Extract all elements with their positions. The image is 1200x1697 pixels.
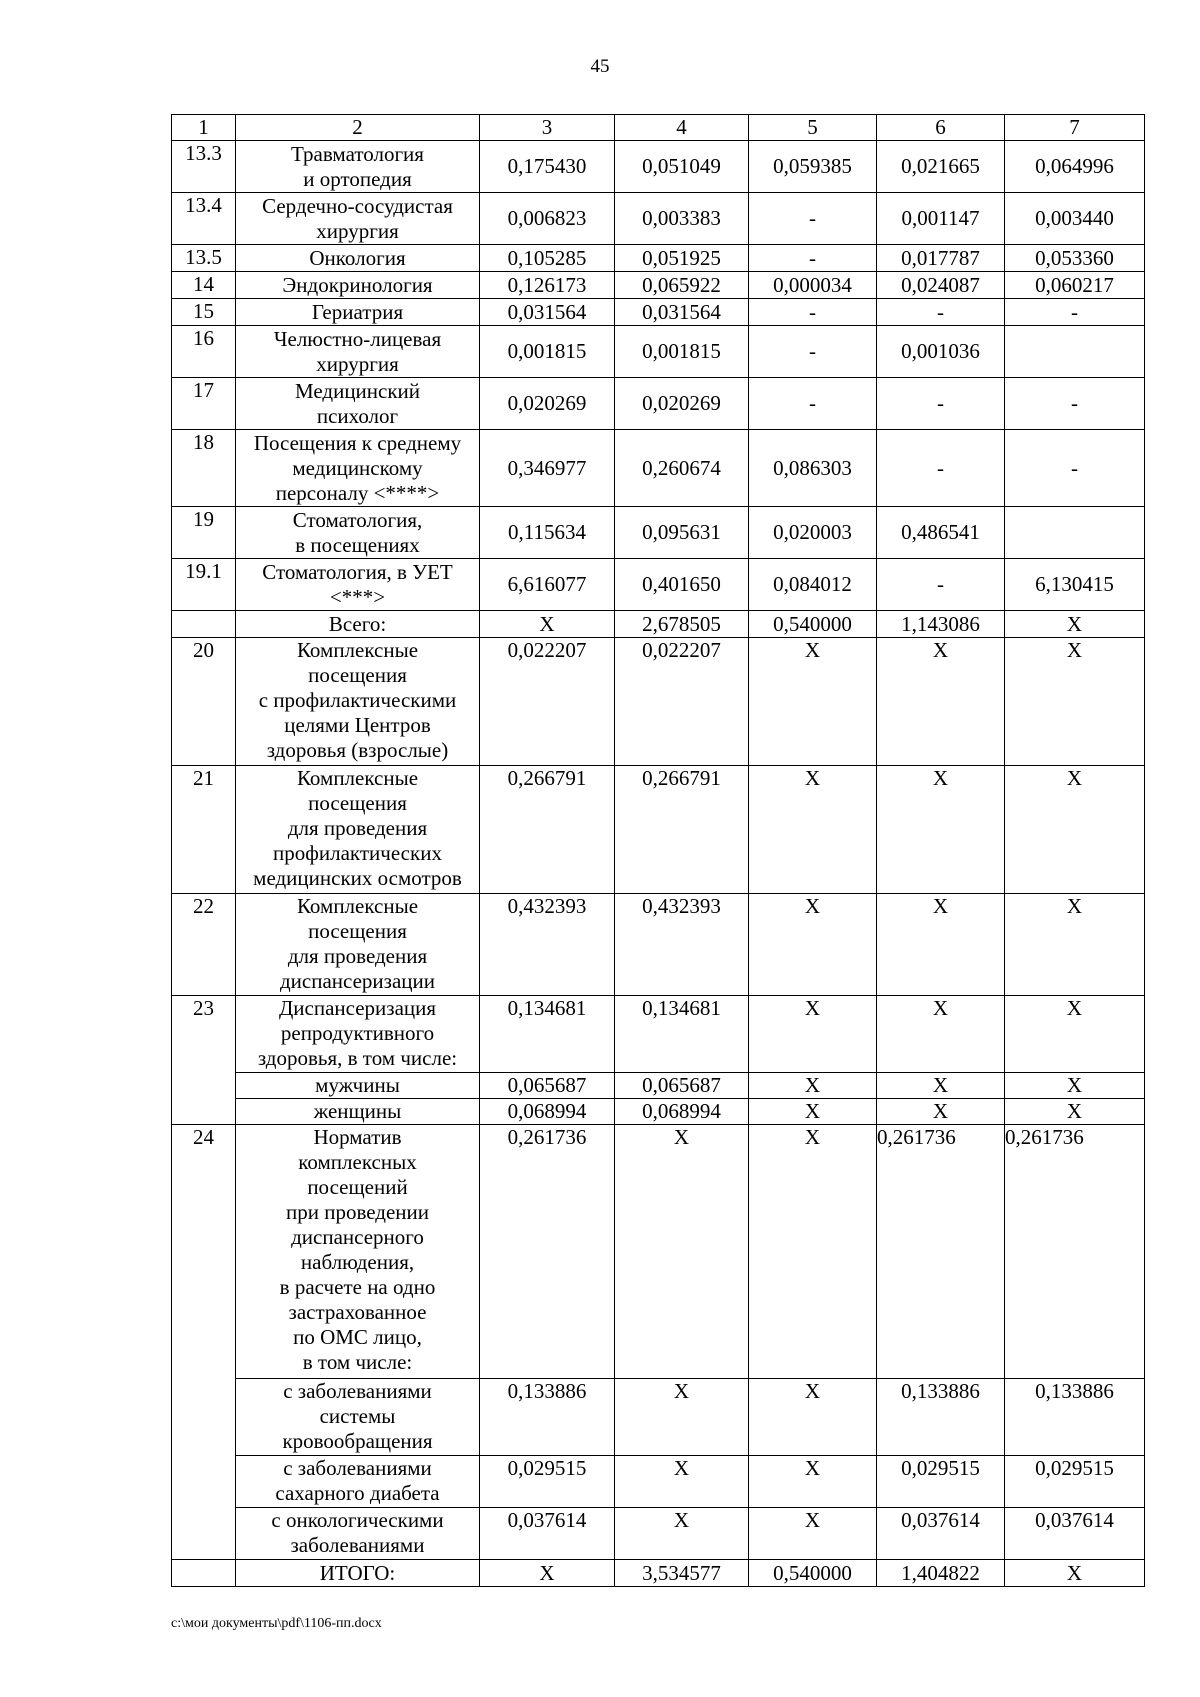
cell-col6: 0,261736 xyxy=(877,1125,1005,1379)
cell-col4: 0,065687 xyxy=(615,1073,749,1099)
row-label: с заболеваниями системы кровообращения xyxy=(236,1379,480,1456)
row-number: 13.3 xyxy=(172,141,236,193)
table-row xyxy=(172,326,1145,378)
row-number: 13.4 xyxy=(172,193,236,245)
cell-col7: 0,053360 xyxy=(1005,245,1145,272)
cell-col7: - xyxy=(1005,430,1145,507)
cell-col7: Х xyxy=(1005,894,1145,996)
table-row xyxy=(172,1379,1145,1456)
row-number: 23 xyxy=(172,996,236,1125)
cell-col5: Х xyxy=(749,894,877,996)
cell-col7: 0,037614 xyxy=(1005,1508,1145,1560)
cell-col7: 0,064996 xyxy=(1005,141,1145,193)
table-row xyxy=(172,1099,1145,1125)
row-label: Комплексные посещения с профилактическими целями Центров здоровья (взрослые) xyxy=(236,638,480,766)
row-number: 14 xyxy=(172,272,236,299)
row-label: Сердечно-сосудистая хирургия xyxy=(236,193,480,245)
footer-file-path: c:\мои документы\pdf\1106-пп.docx xyxy=(171,1616,382,1631)
cell-col5: 0,000034 xyxy=(749,272,877,299)
cell-col4: 2,678505 xyxy=(615,611,749,638)
cell-col4: 0,260674 xyxy=(615,430,749,507)
subtotal-row xyxy=(172,611,1145,638)
cell-col3: 0,134681 xyxy=(480,996,615,1073)
cell-col7: Х xyxy=(1005,1560,1145,1587)
cell-col3: 0,037614 xyxy=(480,1508,615,1560)
cell-col6: - xyxy=(877,430,1005,507)
row-number: 22 xyxy=(172,894,236,996)
cell-col4: 0,001815 xyxy=(615,326,749,378)
cell-col7: Х xyxy=(1005,638,1145,766)
cell-col6: - xyxy=(877,378,1005,430)
cell-col5: 0,059385 xyxy=(749,141,877,193)
cell-col5: Х xyxy=(749,1099,877,1125)
cell-col4: 0,134681 xyxy=(615,996,749,1073)
cell-col6: 1,143086 xyxy=(877,611,1005,638)
cell-col3: 0,261736 xyxy=(480,1125,615,1379)
cell-col3: 0,115634 xyxy=(480,507,615,559)
row-label: Диспансеризация репродуктивного здоровья, в том числе: xyxy=(236,996,480,1073)
row-number: 15 xyxy=(172,299,236,326)
row-number: 19 xyxy=(172,507,236,559)
header-cell: 1 xyxy=(172,115,236,141)
cell-col5: 0,084012 xyxy=(749,559,877,611)
page-number: 45 xyxy=(590,56,610,77)
cell-col5: - xyxy=(749,193,877,245)
cell-col7: - xyxy=(1005,378,1145,430)
total-row xyxy=(172,1560,1145,1587)
table-row xyxy=(172,141,1145,193)
cell-col7 xyxy=(1005,326,1145,378)
row-label: Всего: xyxy=(236,611,480,638)
table-row xyxy=(172,766,1145,894)
cell-col7: Х xyxy=(1005,766,1145,894)
cell-col7: Х xyxy=(1005,1099,1145,1125)
table-row xyxy=(172,1073,1145,1099)
header-cell: 7 xyxy=(1005,115,1145,141)
cell-col6: 0,001147 xyxy=(877,193,1005,245)
cell-col3: 0,031564 xyxy=(480,299,615,326)
cell-col7: - xyxy=(1005,299,1145,326)
cell-col7: 6,130415 xyxy=(1005,559,1145,611)
row-number xyxy=(172,1560,236,1587)
row-label: женщины xyxy=(236,1099,480,1125)
cell-col4: Х xyxy=(615,1379,749,1456)
cell-col5: - xyxy=(749,378,877,430)
data-table xyxy=(171,114,1145,1587)
table-row xyxy=(172,559,1145,611)
cell-col3: 0,432393 xyxy=(480,894,615,996)
cell-col5: Х xyxy=(749,638,877,766)
cell-col5: Х xyxy=(749,766,877,894)
cell-col4: 0,051049 xyxy=(615,141,749,193)
cell-col7: 0,261736 xyxy=(1005,1125,1145,1379)
cell-col3: 0,105285 xyxy=(480,245,615,272)
cell-col6: Х xyxy=(877,638,1005,766)
cell-col3: 0,006823 xyxy=(480,193,615,245)
cell-col3: 0,001815 xyxy=(480,326,615,378)
row-number: 20 xyxy=(172,638,236,766)
cell-col4: Х xyxy=(615,1456,749,1508)
cell-col5: Х xyxy=(749,1508,877,1560)
header-cell: 3 xyxy=(480,115,615,141)
cell-col7: Х xyxy=(1005,996,1145,1073)
table-row xyxy=(172,378,1145,430)
row-label: с онкологическими заболеваниями xyxy=(236,1508,480,1560)
row-label: мужчины xyxy=(236,1073,480,1099)
header-cell: 2 xyxy=(236,115,480,141)
cell-col4: 0,051925 xyxy=(615,245,749,272)
cell-col3: 0,065687 xyxy=(480,1073,615,1099)
cell-col5: - xyxy=(749,299,877,326)
cell-col5: Х xyxy=(749,1379,877,1456)
table-row xyxy=(172,507,1145,559)
cell-col3: Х xyxy=(480,611,615,638)
row-label: с заболеваниями сахарного диабета xyxy=(236,1456,480,1508)
cell-col5: Х xyxy=(749,1073,877,1099)
row-label: Стоматология, в УЕТ <***> xyxy=(236,559,480,611)
row-label: Комплексные посещения для проведения диспансеризации xyxy=(236,894,480,996)
row-label: Стоматология, в посещениях xyxy=(236,507,480,559)
cell-col5: 0,540000 xyxy=(749,1560,877,1587)
cell-col6: 0,001036 xyxy=(877,326,1005,378)
cell-col5: - xyxy=(749,245,877,272)
cell-col6: Х xyxy=(877,894,1005,996)
row-label: Челюстно-лицевая хирургия xyxy=(236,326,480,378)
cell-col3: 0,266791 xyxy=(480,766,615,894)
row-label: Норматив комплексных посещений при проведении диспансерного наблюдения, в расчете на одно застрахованное по ОМС лицо, в том числе: xyxy=(236,1125,480,1379)
cell-col5: 0,086303 xyxy=(749,430,877,507)
cell-col4: 0,065922 xyxy=(615,272,749,299)
cell-col6: - xyxy=(877,559,1005,611)
cell-col6: 0,486541 xyxy=(877,507,1005,559)
cell-col5: Х xyxy=(749,1125,877,1379)
cell-col3: 0,029515 xyxy=(480,1456,615,1508)
header-cell: 5 xyxy=(749,115,877,141)
row-label: Онкология xyxy=(236,245,480,272)
table-row xyxy=(172,1508,1145,1560)
cell-col4: 0,401650 xyxy=(615,559,749,611)
cell-col4: 0,003383 xyxy=(615,193,749,245)
cell-col6: 0,024087 xyxy=(877,272,1005,299)
row-label: Эндокринология xyxy=(236,272,480,299)
cell-col7: 0,029515 xyxy=(1005,1456,1145,1508)
cell-col7: Х xyxy=(1005,611,1145,638)
cell-col6: 0,133886 xyxy=(877,1379,1005,1456)
cell-col3: 0,068994 xyxy=(480,1099,615,1125)
cell-col4: 0,068994 xyxy=(615,1099,749,1125)
header-cell: 4 xyxy=(615,115,749,141)
table-row xyxy=(172,638,1145,766)
row-label: ИТОГО: xyxy=(236,1560,480,1587)
row-number: 17 xyxy=(172,378,236,430)
cell-col4: 3,534577 xyxy=(615,1560,749,1587)
table-row xyxy=(172,1125,1145,1379)
cell-col4: Х xyxy=(615,1125,749,1379)
cell-col6: Х xyxy=(877,1099,1005,1125)
cell-col3: 0,133886 xyxy=(480,1379,615,1456)
cell-col3: 0,020269 xyxy=(480,378,615,430)
table-row xyxy=(172,245,1145,272)
table-row xyxy=(172,272,1145,299)
row-number: 16 xyxy=(172,326,236,378)
row-number: 13.5 xyxy=(172,245,236,272)
cell-col7: Х xyxy=(1005,1073,1145,1099)
table-row xyxy=(172,430,1145,507)
row-number xyxy=(172,611,236,638)
cell-col6: 0,017787 xyxy=(877,245,1005,272)
cell-col6: 1,404822 xyxy=(877,1560,1005,1587)
cell-col4: 0,432393 xyxy=(615,894,749,996)
row-label: Гериатрия xyxy=(236,299,480,326)
row-number: 21 xyxy=(172,766,236,894)
row-number: 18 xyxy=(172,430,236,507)
row-label: Медицинский психолог xyxy=(236,378,480,430)
cell-col6: Х xyxy=(877,766,1005,894)
row-number: 19.1 xyxy=(172,559,236,611)
cell-col4: 0,095631 xyxy=(615,507,749,559)
cell-col6: Х xyxy=(877,1073,1005,1099)
cell-col7: 0,003440 xyxy=(1005,193,1145,245)
cell-col5: - xyxy=(749,326,877,378)
cell-col5: Х xyxy=(749,996,877,1073)
table-row xyxy=(172,193,1145,245)
cell-col7: 0,133886 xyxy=(1005,1379,1145,1456)
cell-col3: 0,022207 xyxy=(480,638,615,766)
cell-col6: - xyxy=(877,299,1005,326)
cell-col4: 0,266791 xyxy=(615,766,749,894)
row-label: Посещения к среднему медицинскому персоналу <****> xyxy=(236,430,480,507)
row-label: Комплексные посещения для проведения профилактических медицинских осмотров xyxy=(236,766,480,894)
cell-col3: 6,616077 xyxy=(480,559,615,611)
cell-col6: Х xyxy=(877,996,1005,1073)
cell-col3: 0,346977 xyxy=(480,430,615,507)
header-row xyxy=(172,115,1145,141)
cell-col5: 0,020003 xyxy=(749,507,877,559)
table-row xyxy=(172,894,1145,996)
cell-col4: Х xyxy=(615,1508,749,1560)
cell-col3: Х xyxy=(480,1560,615,1587)
table-row xyxy=(172,1456,1145,1508)
cell-col6: 0,021665 xyxy=(877,141,1005,193)
cell-col3: 0,126173 xyxy=(480,272,615,299)
table-row xyxy=(172,299,1145,326)
cell-col7 xyxy=(1005,507,1145,559)
cell-col3: 0,175430 xyxy=(480,141,615,193)
cell-col6: 0,029515 xyxy=(877,1456,1005,1508)
row-label: Травматология и ортопедия xyxy=(236,141,480,193)
row-number: 24 xyxy=(172,1125,236,1560)
cell-col6: 0,037614 xyxy=(877,1508,1005,1560)
cell-col4: 0,031564 xyxy=(615,299,749,326)
table-row xyxy=(172,996,1145,1073)
cell-col4: 0,022207 xyxy=(615,638,749,766)
cell-col4: 0,020269 xyxy=(615,378,749,430)
header-cell: 6 xyxy=(877,115,1005,141)
cell-col5: Х xyxy=(749,1456,877,1508)
cell-col5: 0,540000 xyxy=(749,611,877,638)
cell-col7: 0,060217 xyxy=(1005,272,1145,299)
